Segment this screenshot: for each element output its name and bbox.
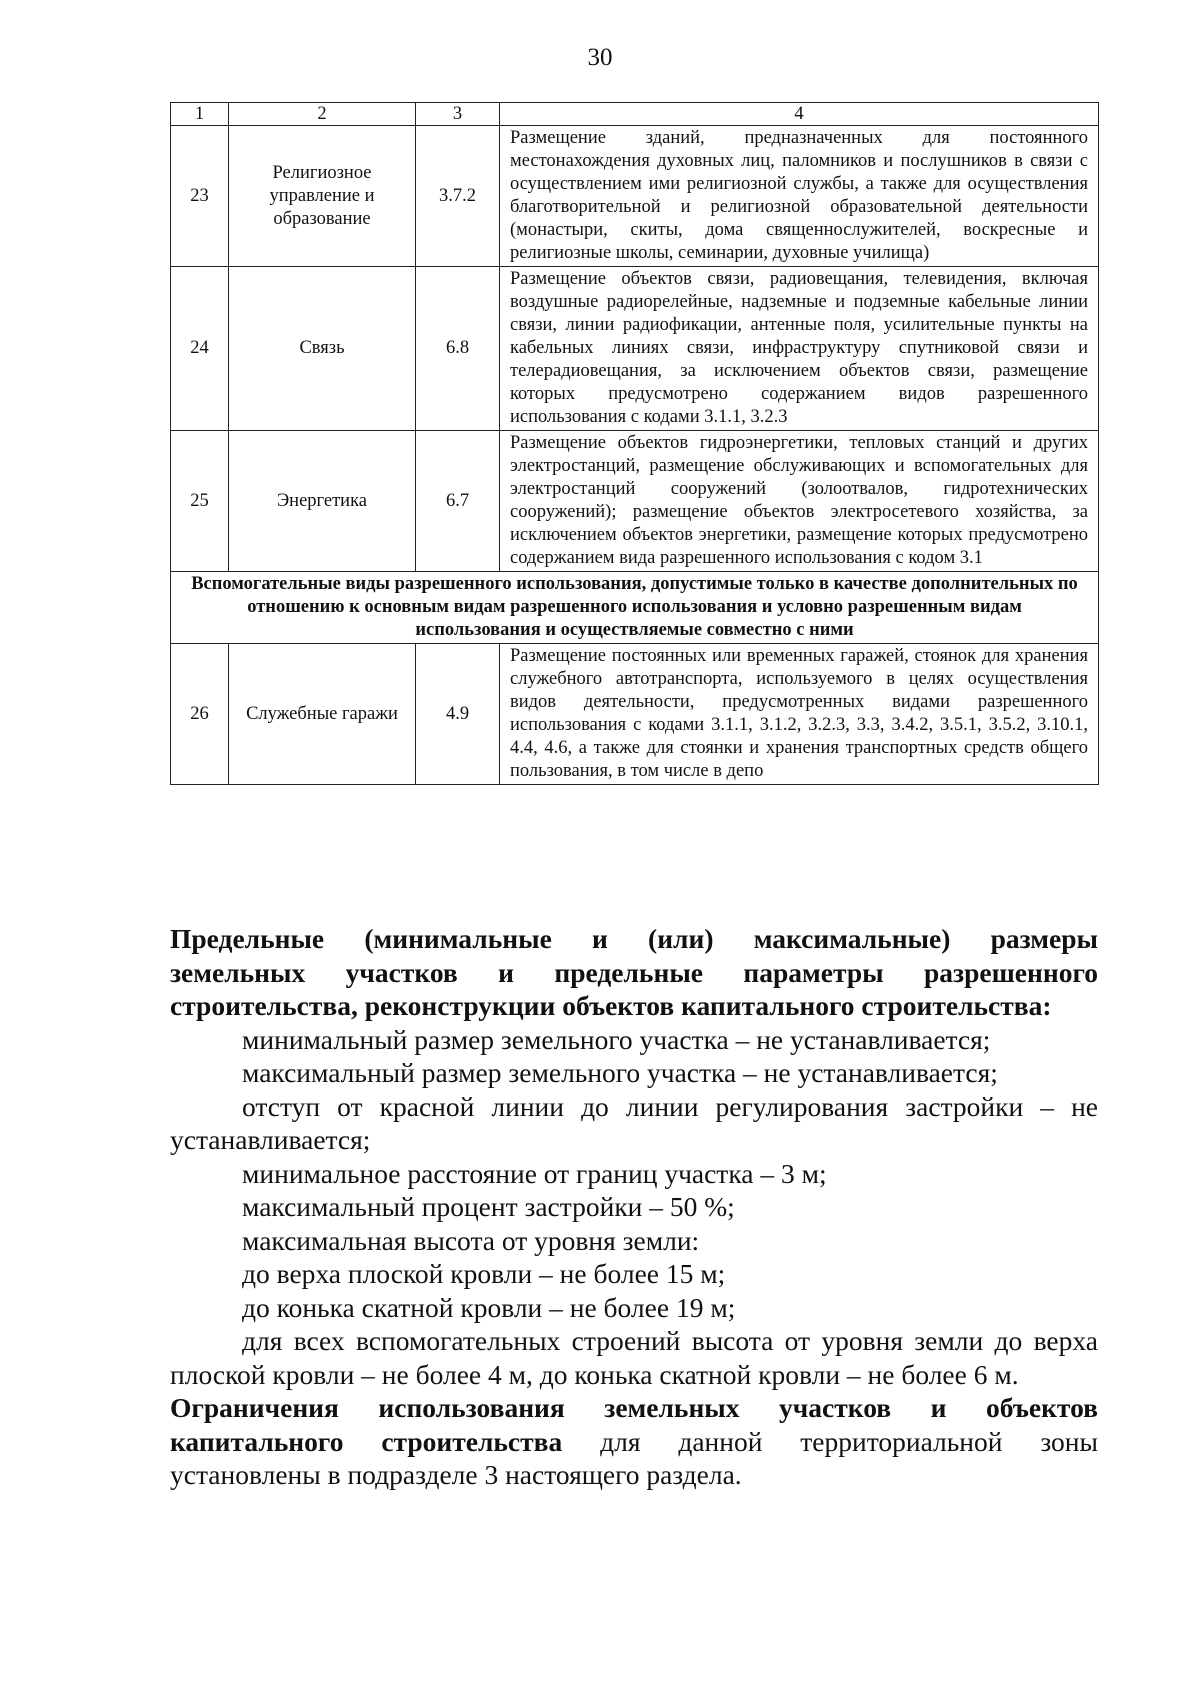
table-row [171, 126, 1099, 267]
header-col-4: 4 [500, 103, 1099, 126]
param-max-height: максимальная высота от уровня земли: [242, 1224, 700, 1256]
use-type-code: 6.7 [416, 431, 500, 572]
param-auxiliary-buildings: для всех вспомогательных строений высота от уровня земли до верха плоской кровли – не более 4 м, до конька скатной кровли – не более 6 м. [170, 1325, 1098, 1390]
table-row [171, 267, 1099, 431]
param-setback: отступ от красной линии до линии регулирования застройки – не устанавливается; [170, 1090, 1098, 1155]
row-number: 24 [171, 267, 229, 431]
use-type-code: 3.7.2 [416, 126, 500, 267]
restrictions-paragraph [170, 1391, 1098, 1492]
use-type-code: 6.8 [416, 267, 500, 431]
row-number: 25 [171, 431, 229, 572]
use-type-description: Размещение постоянных или временных гаражей, стоянок для хранения служебного автотранспорта, используемого в целях осуществления видов деятельности, предусмотренных видами разрешенного использования с кодами 3.1.1, 3.1.2, 3.2.3, 3.3, 3.4.2, 3.5.1, 3.5.2, 3.10.1, 4.4, 4.6, а также для стоянки и хранения транспортных средств общего пользования, в том числе в депо [500, 644, 1099, 785]
section-heading-line-2: земельных участков и предельные параметры разрешенного [170, 956, 1098, 988]
header-col-3: 3 [416, 103, 500, 126]
land-use-table [170, 102, 1099, 785]
row-number: 26 [171, 644, 229, 785]
param-pitched-roof-height: до конька скатной кровли – не более 19 м; [242, 1291, 736, 1323]
row-number: 23 [171, 126, 229, 267]
use-type-name: Связь [229, 267, 416, 431]
param-flat-roof-height: до верха плоской кровли – не более 15 м; [242, 1258, 726, 1289]
table-header-row [171, 103, 1099, 126]
use-type-name: Служебные гаражи [229, 644, 416, 785]
section-heading-line-3: строительства, реконструкции объектов капитального строительства: [170, 990, 1052, 1021]
param-min-plot-size: минимальный размер земельного участка – не устанавливается; [242, 1023, 991, 1055]
header-col-1: 1 [171, 103, 229, 126]
use-type-description: Размещение зданий, предназначенных для постоянного местонахождения духовных лиц, паломников и послушников в связи с осуществлением ими религиозной службы, а также для осуществления благотворительной и религиозной образовательной деятельности (монастыри, скиты, дома священнослужителей, воскресные и религиозные школы, семинарии, духовные училища) [500, 126, 1099, 267]
use-type-name: Религиозное управление и образование [229, 126, 416, 267]
table-row [171, 644, 1099, 785]
header-col-2: 2 [229, 103, 416, 126]
restrictions-bold-text: Ограничения использования земельных участков и объектов капитального строительства [170, 1392, 1098, 1457]
restrictions-text: для данной территориальной зоны установлены в подразделе 3 настоящего раздела. [170, 1425, 1098, 1490]
section-heading-line-1: Предельные (минимальные и (или) максимальные) размеры [170, 923, 1098, 954]
param-min-distance: минимальное расстояние от границ участка – 3 м; [242, 1157, 827, 1189]
use-type-code: 4.9 [416, 644, 500, 785]
use-type-description: Размещение объектов гидроэнергетики, тепловых станций и других электростанций, размещение обслуживающих и вспомогательных для электростанций сооружений (золоотвалов, гидротехнических сооружений); размещение объектов электросетевого хозяйства, за исключением объектов энергетики, размещение которых предусмотрено содержанием вида разрешенного использования с кодом 3.1 [500, 431, 1099, 572]
table-subheading-row [171, 572, 1099, 644]
use-type-description: Размещение объектов связи, радиовещания, телевидения, включая воздушные радиорелейные, надземные и подземные кабельные линии связи, линии радиофикации, антенные поля, усилительные пункты на кабельных линиях связи, инфраструктуру спутниковой связи и телерадиовещания, за исключением объектов связи, размещение которых предусмотрено содержанием видов разрешенного использования с кодами 3.1.1, 3.2.3 [500, 267, 1099, 431]
auxiliary-uses-heading: Вспомогательные виды разрешенного использования, допустимые только в качестве дополнительных по отношению к основным видам разрешенного использования и условно разрешенным видам использования и осуществляемые совместно с ними [171, 572, 1099, 644]
page-number: 30 [587, 44, 613, 71]
use-type-name: Энергетика [229, 431, 416, 572]
param-max-coverage: максимальный процент застройки – 50 %; [242, 1191, 735, 1222]
param-max-plot-size: максимальный размер земельного участка – не устанавливается; [242, 1057, 998, 1088]
table-row [171, 431, 1099, 572]
parameters-section [170, 922, 1098, 1492]
